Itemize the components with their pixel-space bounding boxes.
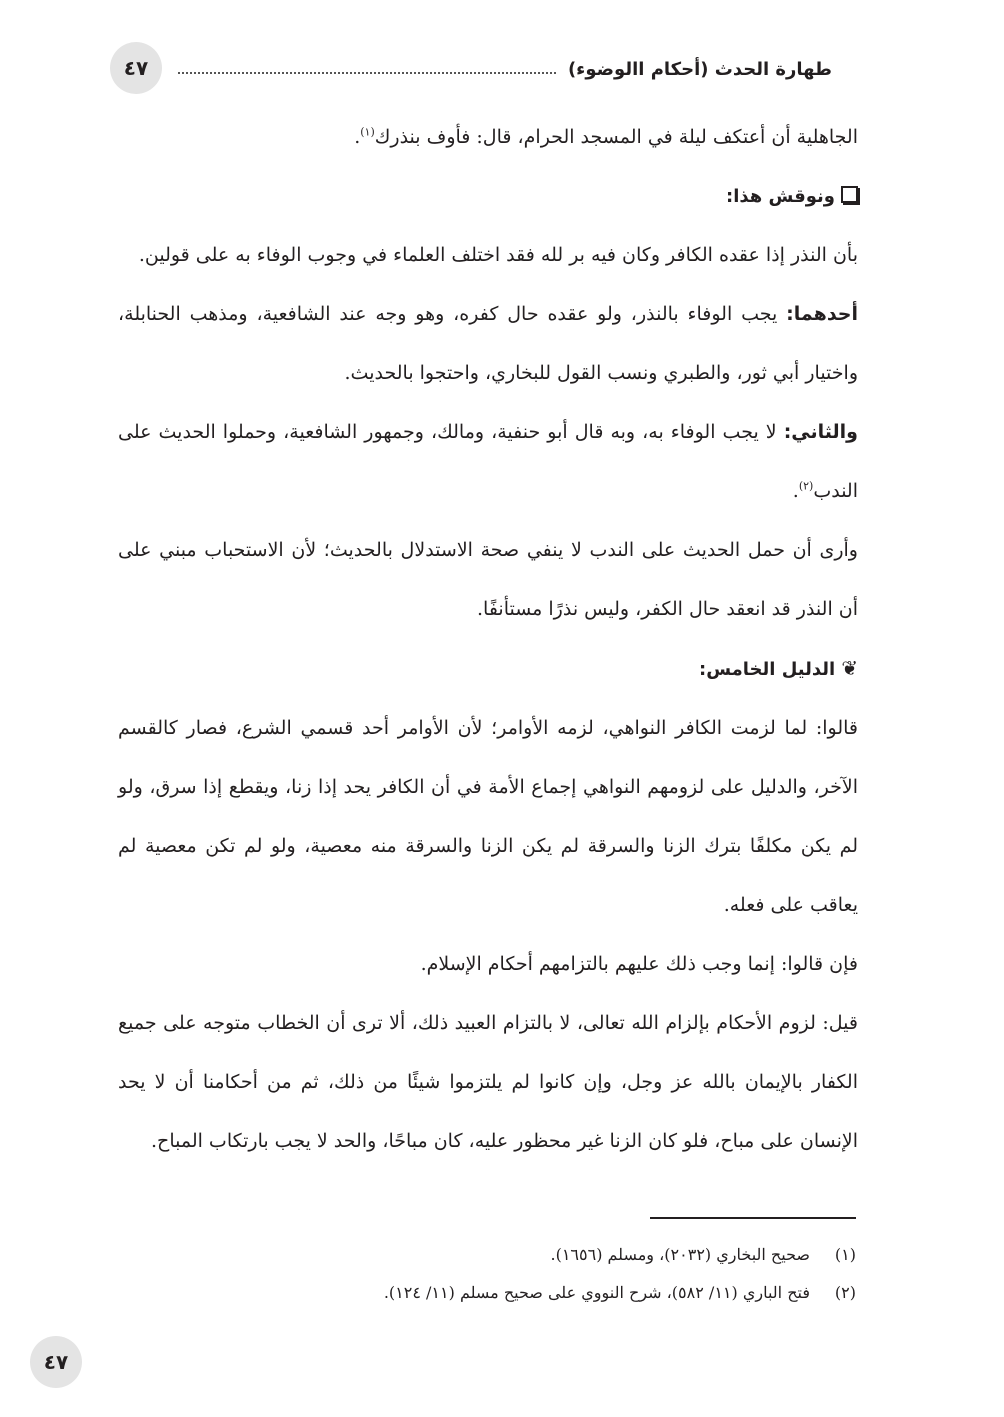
running-header	[178, 54, 844, 84]
heading-text: ونوقش هذا:	[726, 186, 835, 207]
checkbox-square-icon	[841, 186, 858, 203]
paragraph	[118, 521, 858, 639]
leaf-ornament-icon: ❦	[841, 656, 858, 680]
text: وأرى أن حمل الحديث على الندب لا ينفي صحة الاستدلال بالحديث؛ لأن الاستحباب مبني على أن النذر قد انعقد حال الكفر، وليس نذرًا مستأنفًا.	[118, 539, 858, 620]
section-heading-fifth-evidence	[118, 639, 858, 699]
page-number-badge-bottom	[30, 1336, 82, 1388]
footnote-text: فتح الباري (١١/ ٥٨٢)، شرح النووي على صحيح مسلم (١١/ ١٢٤).	[383, 1283, 810, 1302]
footnote-ref-1[interactable]: (١)	[360, 125, 375, 139]
text: يجب الوفاء بالنذر، ولو عقده حال كفره، وهو وجه عند الشافعية، ومذهب الحنابلة، واختيار أبي ثور، والطبري ونسب القول للبخاري، واحتجوا بالحديث.	[118, 303, 858, 384]
text: .	[792, 480, 799, 502]
text: قالوا: لما لزمت الكافر النواهي، لزمه الأوامر؛ لأن الأوامر أحد قسمي الشرع، فصار كالقسم الآخر، والدليل على لزومهم النواهي إجماع الأمة في أن الكافر يحد إذا زنا، ويقطع إذا سرق، ولو لم يكن مكلفًا بترك الزنا والسرقة لم يكن الزنا والسرقة منه معصية، ولو لم تكن معصية لم يعاقب على فعله.	[118, 717, 858, 916]
footnotes	[200, 1236, 856, 1312]
footnote-item	[200, 1236, 856, 1274]
header-dotted-leader	[178, 72, 556, 74]
header-title: طهارة الحدث (أحكام االوضوء)	[567, 58, 832, 80]
page-number: ٤٧	[123, 56, 149, 80]
paragraph	[118, 994, 858, 1171]
footnote-ref-2[interactable]: (٢)	[798, 479, 814, 493]
paragraph	[118, 285, 858, 403]
footnote-separator	[650, 1217, 856, 1219]
lead-term: والثاني:	[783, 421, 858, 443]
text: .	[354, 126, 361, 148]
page-body	[118, 108, 858, 1171]
paragraph	[118, 226, 858, 285]
footnote-number: (٢)	[834, 1283, 856, 1302]
heading-text: الدليل الخامس:	[699, 659, 836, 680]
page-number-badge-top	[110, 42, 162, 94]
paragraph-continuation	[118, 108, 858, 167]
text: الجاهلية أن أعتكف ليلة في المسجد الحرام، قال: فأوف بنذرك	[374, 126, 858, 148]
text: فإن قالوا: إنما وجب ذلك عليهم بالتزامهم أحكام الإسلام.	[420, 953, 858, 975]
text: لا يجب الوفاء به، وبه قال أبو حنفية، ومالك، وجمهور الشافعية، وحملوا الحديث على الندب	[118, 421, 858, 502]
footnote-number: (١)	[834, 1245, 856, 1264]
footnote-text: صحيح البخاري (٢٠٣٢)، ومسلم (١٦٥٦).	[550, 1245, 810, 1264]
text: قيل: لزوم الأحكام بإلزام الله تعالى، لا بالتزام العبيد ذلك، ألا ترى أن الخطاب متوجه على جميع الكفار بالإيمان بالله عز وجل، وإن كانوا لم يلتزموا شيئًا من ذلك، ثم من أحكامنا أن لا يحد الإنسان على مباح، فلو كان الزنا غير محظور عليه، كان مباحًا، والحد لا يجب بارتكاب المباح.	[118, 1012, 858, 1152]
section-heading-discussion	[118, 167, 858, 226]
paragraph	[118, 699, 858, 935]
page-number: ٤٧	[43, 1350, 69, 1374]
lead-term: أحدهما:	[786, 303, 858, 325]
text: بأن النذر إذا عقده الكافر وكان فيه بر لله فقد اختلف العلماء في وجوب الوفاء به على قولين.	[138, 244, 858, 266]
footnote-item	[200, 1274, 856, 1312]
paragraph	[118, 403, 858, 521]
paragraph	[118, 935, 858, 994]
